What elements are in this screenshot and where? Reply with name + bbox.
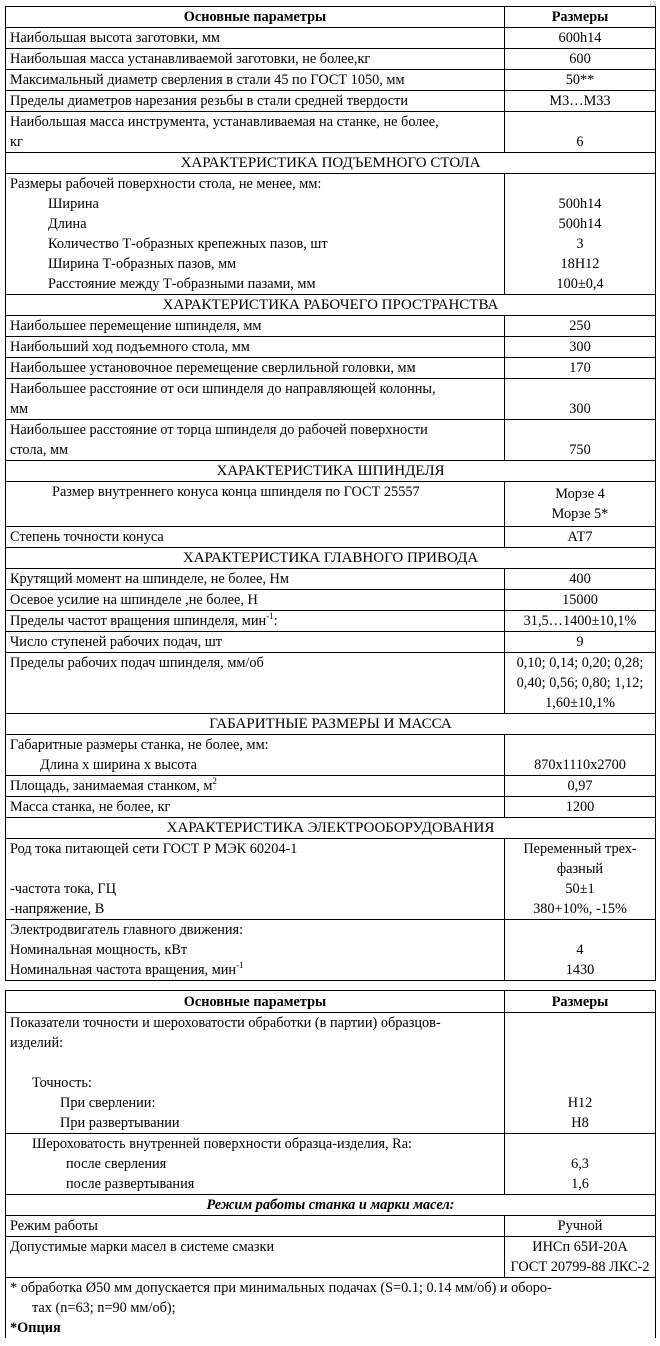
param-cell: Режим работы: [6, 1216, 505, 1237]
value-line: 4: [576, 942, 584, 958]
param-cell: Масса станка, не более, кг: [6, 797, 505, 818]
param-line: Размер внутреннего конуса конца шпинделя по ГОСТ 25557: [52, 484, 420, 500]
value-cell: 750: [505, 420, 656, 461]
section-title: Режим работы станка и марки масел:: [6, 1195, 656, 1216]
param-cell: Допустимые марки масел в системе смазки: [6, 1237, 505, 1278]
table-row: [6, 174, 656, 295]
superscript: -1: [266, 611, 274, 622]
header-param: Основные параметры: [6, 991, 505, 1013]
value-line: 100±0,4: [556, 276, 604, 292]
superscript: -1: [236, 960, 244, 971]
section-header-row: [6, 1195, 656, 1216]
table-row: [6, 91, 656, 112]
param-cell: Наибольший ход подъемного стола, мм: [6, 337, 505, 358]
value-line: 1430: [565, 962, 595, 978]
value-line: 500h14: [558, 196, 602, 212]
param-line: [10, 960, 500, 980]
table-row: [6, 735, 656, 776]
param-cell: Число ступеней рабочих подач, шт: [6, 632, 505, 653]
table-row: [6, 420, 656, 461]
value-cell: 870х1110х2700: [505, 735, 656, 776]
section-header-row: [6, 153, 656, 174]
param-text: Номинальная частота вращения, мин: [10, 962, 237, 978]
param-line: Количество Т-образных крепежных пазов, шт: [48, 236, 328, 252]
param-line: Наибольшее расстояние от торца шпинделя до рабочей поверхности: [10, 422, 428, 438]
param-cell: Наибольшее перемещение шпинделя, мм: [6, 316, 505, 337]
value-line: 6,3: [571, 1156, 589, 1172]
table-row: [6, 112, 656, 153]
value-cell: 300: [505, 337, 656, 358]
param-line: кг: [10, 134, 23, 150]
param-cell: [6, 776, 505, 797]
param-line: Шероховатость внутренней поверхности образца-изделия, Ra:: [32, 1136, 413, 1152]
table-row: [6, 379, 656, 420]
param-cell: Осевое усилие на шпинделе ,не более, Н: [6, 590, 505, 611]
param-intro: Размеры рабочей поверхности стола, не менее, мм:: [10, 176, 322, 192]
param-cell: Максимальный диаметр сверления в стали 45 по ГОСТ 1050, мм: [6, 70, 505, 91]
table-row: [6, 482, 656, 527]
value-cell: [505, 1237, 656, 1278]
param-cell: Наибольшая высота заготовки, мм: [6, 28, 505, 49]
footnotes-row: [6, 1278, 656, 1339]
param-text: Пределы частот вращения шпинделя, мин: [10, 613, 267, 629]
param-tail: :: [273, 613, 278, 629]
value-line: ИНСп 65И-20А: [532, 1239, 628, 1255]
param-cell: [6, 174, 505, 295]
value-line: 1,6: [571, 1176, 589, 1192]
superscript: 2: [212, 776, 217, 787]
param-line: Длина: [48, 216, 87, 232]
param-line: Электродвигатель главного движения:: [10, 922, 244, 938]
footnote-option: *Опция: [10, 1320, 61, 1336]
parameters-table: [5, 6, 656, 981]
value-line: 1,60±10,1%: [545, 695, 615, 711]
section-title: ХАРАКТЕРИСТИКА ПОДЪЕМНОГО СТОЛА: [6, 153, 656, 174]
param-line: -частота тока, ГЦ: [10, 881, 117, 897]
param-line: -напряжение, В: [10, 901, 105, 917]
footnote-line: тах (n=63; n=90 мм/об);: [32, 1300, 176, 1316]
value-cell: [505, 482, 656, 527]
section-title: ГАБАРИТНЫЕ РАЗМЕРЫ И МАССА: [6, 714, 656, 735]
value-cell: 600h14: [505, 28, 656, 49]
param-line: Наибольшая масса инструмента, устанавливаемая на станке, не более,: [10, 114, 439, 130]
value-line: Морзе 4: [555, 486, 605, 502]
param-line: мм: [10, 401, 29, 417]
value-line: 0,10; 0,14; 0,20; 0,28;: [516, 655, 644, 671]
table-row: [6, 653, 656, 714]
table-row: [6, 1216, 656, 1237]
value-cell: 9: [505, 632, 656, 653]
param-cell: Степень точности конуса: [6, 527, 505, 548]
value-line: ГОСТ 20799-88 ЛКС-2: [510, 1259, 650, 1275]
header-param: Основные параметры: [6, 7, 505, 28]
param-cell: [6, 611, 505, 632]
param-cell: [6, 1134, 505, 1195]
value-cell: АТ7: [505, 527, 656, 548]
table-header-row: [6, 991, 656, 1013]
param-line: Наибольшее расстояние от оси шпинделя до направляющей колонны,: [10, 381, 436, 397]
value-cell: 600: [505, 49, 656, 70]
param-line: Номинальная мощность, кВт: [10, 942, 188, 958]
value-cell: [505, 653, 656, 714]
value-cell: [505, 839, 656, 920]
section-title: ХАРАКТЕРИСТИКА ЭЛЕКТРООБОРУДОВАНИЯ: [6, 818, 656, 839]
value-cell: 400: [505, 569, 656, 590]
value-line: Морзе 5*: [551, 506, 609, 522]
table-row: [6, 1237, 656, 1278]
param-line: При сверлении:: [60, 1095, 156, 1111]
table-row: [6, 316, 656, 337]
value-cell: 31,5…1400±10,1%: [505, 611, 656, 632]
param-cell: [6, 420, 505, 461]
value-cell: 300: [505, 379, 656, 420]
table-row: [6, 776, 656, 797]
table-row: [6, 611, 656, 632]
page-number: 13: [649, 0, 656, 8]
value-line: 0,40; 0,56; 0,80; 1,12;: [516, 675, 644, 691]
value-line: Н12: [567, 1095, 593, 1111]
header-size: Размеры: [505, 7, 656, 28]
table-row: [6, 569, 656, 590]
value-cell: [505, 1013, 656, 1134]
table-row: [6, 590, 656, 611]
accuracy-table: [5, 990, 656, 1338]
value-line: Н8: [571, 1115, 589, 1131]
param-line: после сверления: [66, 1156, 167, 1172]
value-line: 500h14: [558, 216, 602, 232]
value-line: 50±1: [565, 881, 595, 897]
param-cell: [6, 735, 505, 776]
param-cell: [6, 112, 505, 153]
footnotes: [6, 1278, 656, 1339]
param-line: Род тока питающей сети ГОСТ Р МЭК 60204-1: [10, 841, 298, 857]
param-cell: Наибольшее установочное перемещение сверлильной головки, мм: [6, 358, 505, 379]
table-row: [6, 527, 656, 548]
param-line: после развертывания: [66, 1176, 195, 1192]
value-cell: 15000: [505, 590, 656, 611]
value-cell: [505, 174, 656, 295]
table-row: [6, 797, 656, 818]
param-cell: Пределы рабочих подач шпинделя, мм/об: [6, 653, 505, 714]
table-row: [6, 70, 656, 91]
table-row: [6, 337, 656, 358]
table-row: [6, 49, 656, 70]
value-cell: 250: [505, 316, 656, 337]
section-title: ХАРАКТЕРИСТИКА РАБОЧЕГО ПРОСТРАНСТВА: [6, 295, 656, 316]
value-line: 18Н12: [560, 256, 600, 272]
value-cell: М3…М33: [505, 91, 656, 112]
footnote-line: * обработка Ø50 мм допускается при минимальных подачах (S=0.1; 0.14 мм/об) и оборо-: [10, 1280, 552, 1296]
param-cell: [6, 482, 505, 527]
param-line: Ширина Т-образных пазов, мм: [48, 256, 237, 272]
param-cell: [6, 920, 505, 981]
table-row: [6, 358, 656, 379]
value-line: Переменный трех-: [523, 841, 637, 857]
param-line: При развертывании: [60, 1115, 180, 1131]
param-cell: Пределы диаметров нарезания резьбы в стали средней твердости: [6, 91, 505, 112]
table-row: [6, 632, 656, 653]
value-cell: [505, 920, 656, 981]
section-title: ХАРАКТЕРИСТИКА ГЛАВНОГО ПРИВОДА: [6, 548, 656, 569]
header-size: Размеры: [505, 991, 656, 1013]
table-header-row: [6, 7, 656, 28]
param-intro: Габаритные размеры станка, не более, мм:: [10, 737, 269, 753]
table-row: [6, 920, 656, 981]
value-cell: Ручной: [505, 1216, 656, 1237]
param-line: Ширина: [48, 196, 99, 212]
value-line: фазный: [556, 861, 604, 877]
value-cell: 50**: [505, 70, 656, 91]
param-cell: [6, 379, 505, 420]
param-cell: Наибольшая масса устанавливаемой заготовки, не более,кг: [6, 49, 505, 70]
param-line: Расстояние между Т-образными пазами, мм: [48, 276, 316, 292]
param-line: изделий:: [10, 1035, 64, 1051]
value-cell: 1200: [505, 797, 656, 818]
param-text: Площадь, занимаемая станком, м: [10, 778, 213, 794]
table-row: [6, 839, 656, 920]
table-row: [6, 1134, 656, 1195]
param-cell: [6, 839, 505, 920]
value-cell: 0,97: [505, 776, 656, 797]
value-cell: 170: [505, 358, 656, 379]
section-title: ХАРАКТЕРИСТИКА ШПИНДЕЛЯ: [6, 461, 656, 482]
section-header-row: [6, 295, 656, 316]
section-header-row: [6, 818, 656, 839]
table-row: [6, 28, 656, 49]
section-header-row: [6, 548, 656, 569]
value-cell: [505, 1134, 656, 1195]
value-line: 3: [576, 236, 584, 252]
value-cell: 6: [505, 112, 656, 153]
param-line: стола, мм: [10, 442, 69, 458]
param-cell: Крутящий момент на шпинделе, не более, Нм: [6, 569, 505, 590]
value-line: 380+10%, -15%: [533, 901, 627, 917]
section-header-row: [6, 714, 656, 735]
param-line: Точность:: [32, 1075, 92, 1091]
table-row: [6, 1013, 656, 1134]
param-line: Длина х ширина х высота: [40, 757, 198, 773]
param-line: Показатели точности и шероховатости обработки (в партии) образцов-: [10, 1015, 441, 1031]
param-cell: [6, 1013, 505, 1134]
section-header-row: [6, 461, 656, 482]
